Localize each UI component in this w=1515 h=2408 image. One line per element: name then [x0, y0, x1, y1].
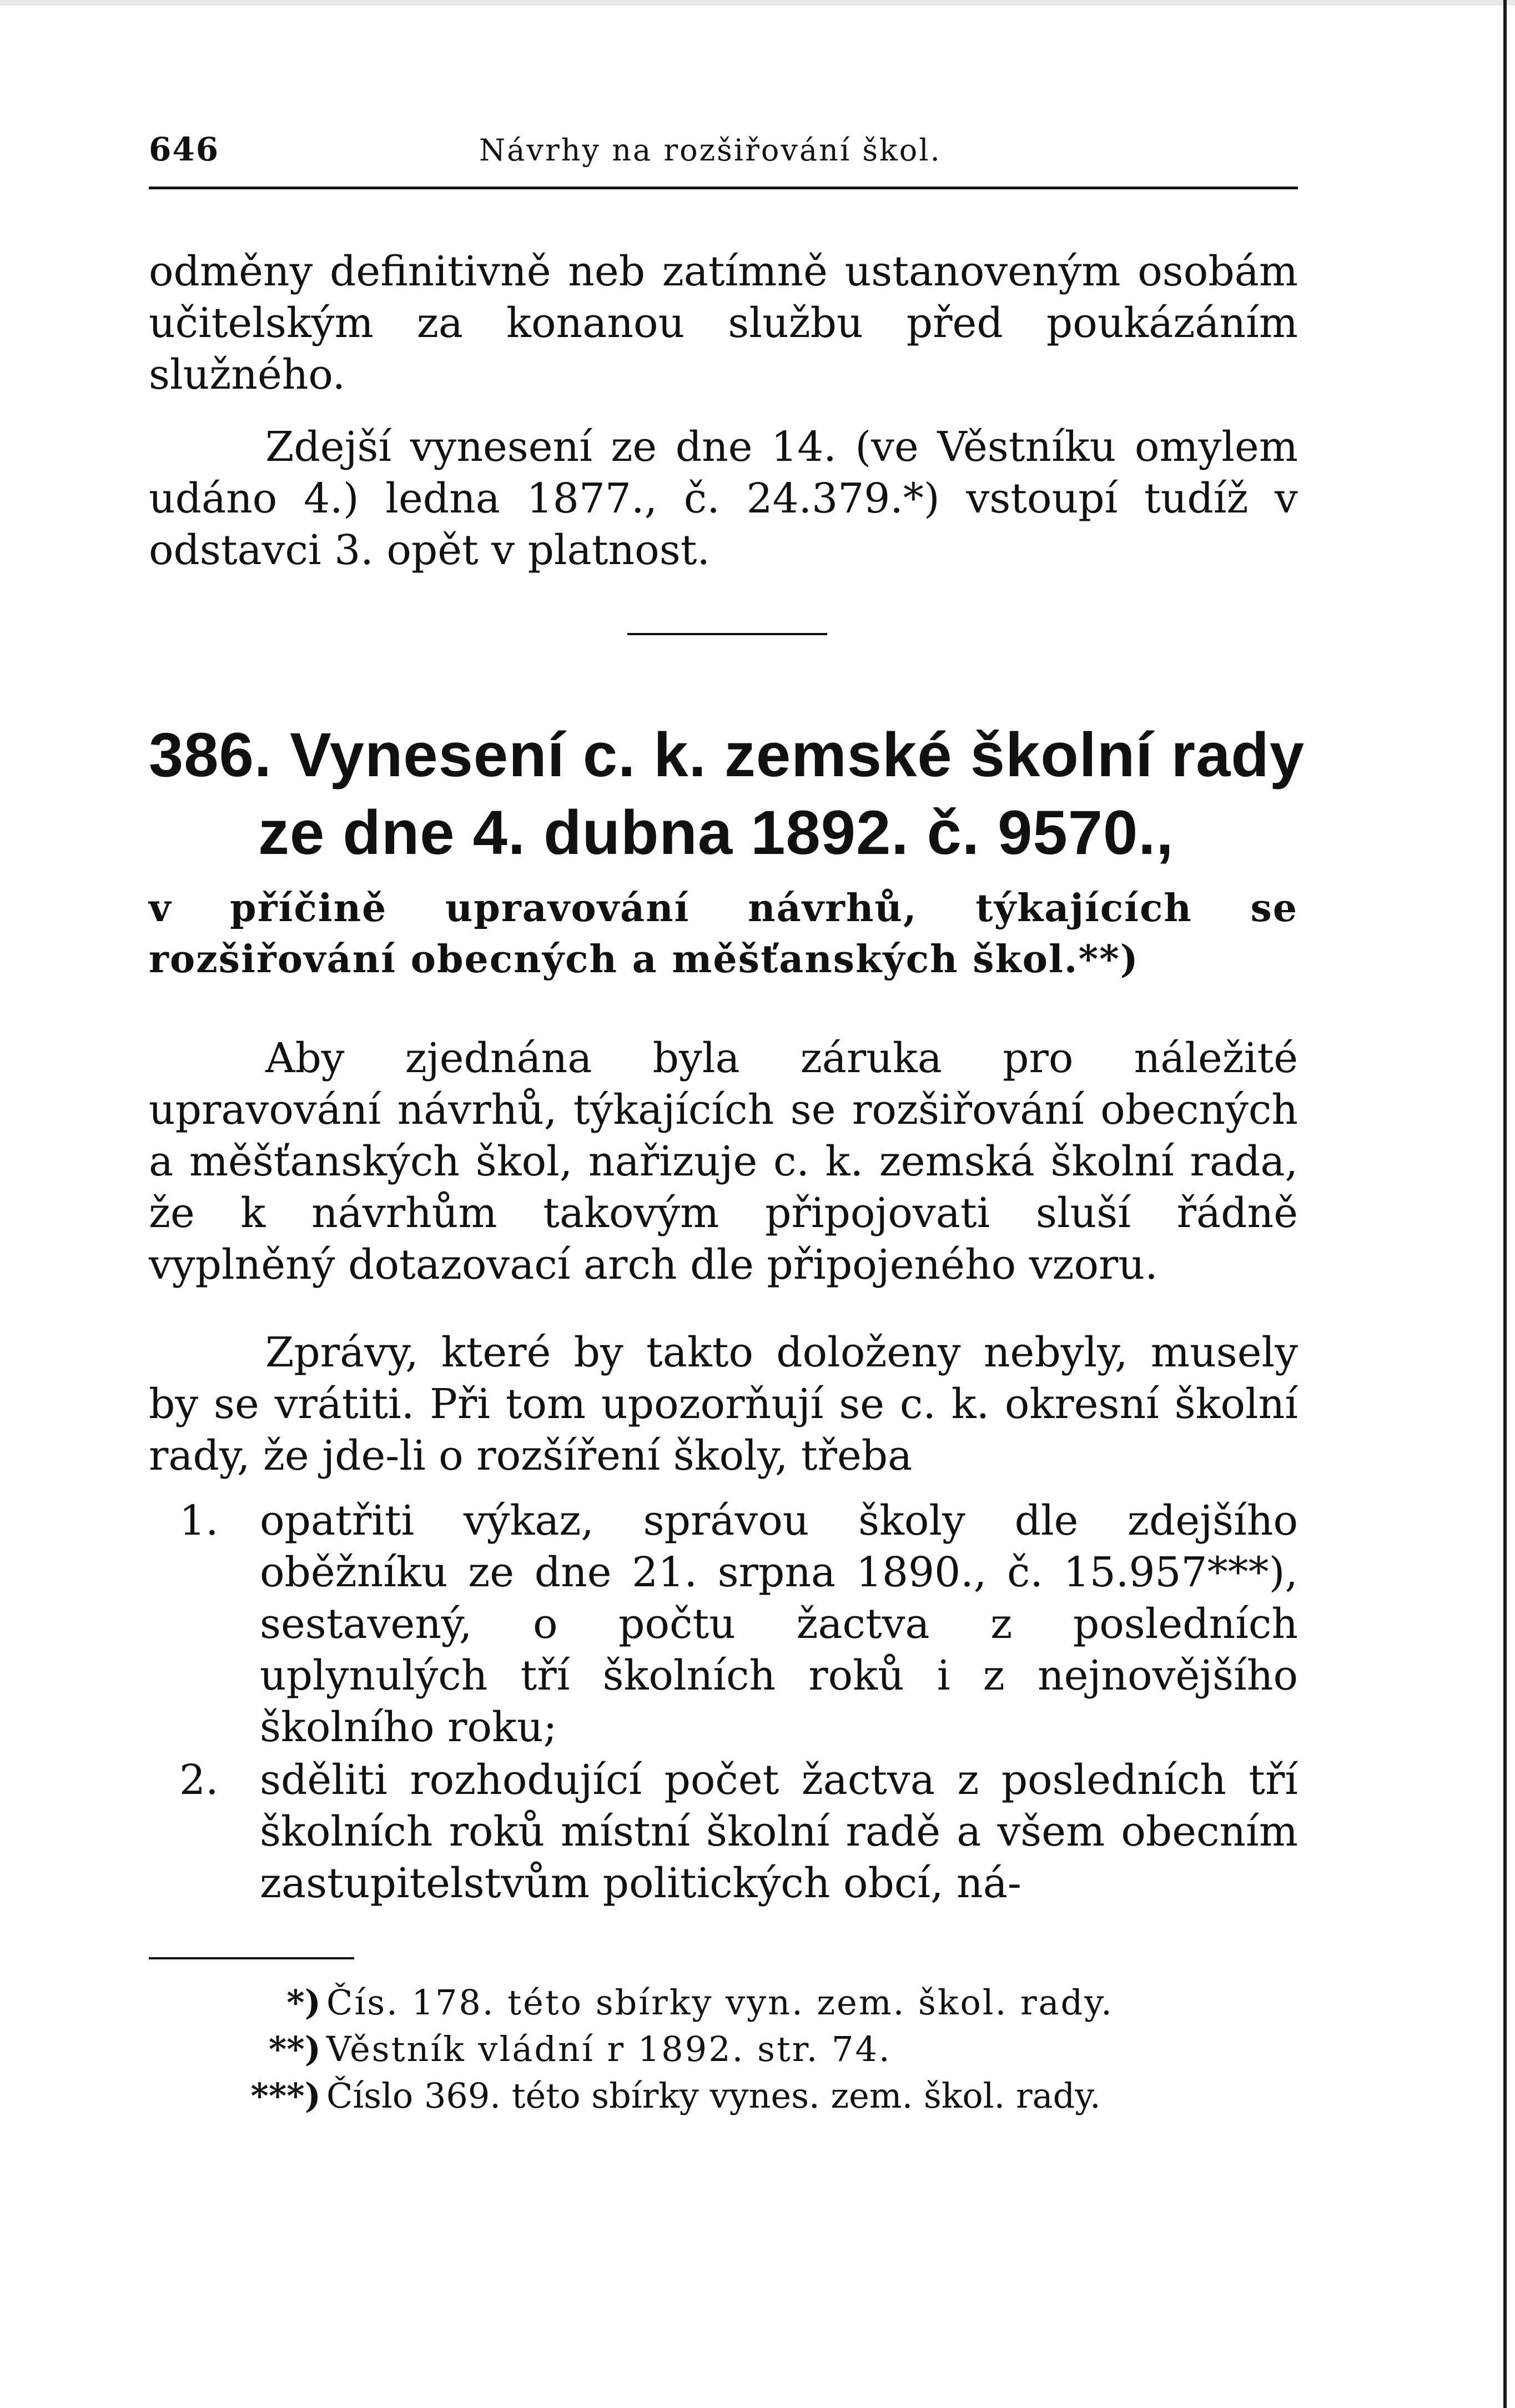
- footnote: [149, 2026, 1298, 2073]
- section-heading-line-1: 386. Vynesení c. k. zemské školní rady: [149, 720, 1305, 790]
- page-top-edge: [0, 0, 1515, 6]
- list-item-number: 1.: [179, 1497, 219, 1545]
- paragraph-reports: Zprávy, které by takto doloženy nebyly, musely by se vrátiti. Při tom upozorňují se c. k. okresní školní rady, že jde-li o rozšíření školy, třeba: [149, 1329, 1298, 1480]
- list-item-text: sděliti rozhodující počet žactva z posledních tří školních roků místní školní radě a všem obecním zastupitelstvům politických obcí, ná-: [260, 1756, 1298, 1907]
- footnote-text: Věstník vládní r 1892. str. 74.: [326, 2029, 892, 2069]
- list-item-number: 2.: [179, 1756, 219, 1804]
- footnote-mark: *): [286, 1982, 321, 2023]
- running-title: Návrhy na rozšiřování škol.: [479, 133, 942, 168]
- header-rule: [149, 187, 1298, 189]
- section-subheading: v příčině upravování návrhů, týkajících se rozšiřování obecných a měšťanských škol.**): [149, 886, 1298, 982]
- page-number: 646: [149, 130, 220, 168]
- numbered-list-item-1: [149, 1495, 1298, 1753]
- footnote: [149, 1979, 1298, 2026]
- paragraph-guarantee: Aby zjednána byla záruka pro náležité upravování návrhů, týkajících se rozšiřování obecných a měšťanských škol, nařizuje c. k. zemská školní rada, že k návrhům takovým připojovati sluší řádně vyplněný dotazovací arch dle připojeného vzoru.: [149, 1034, 1298, 1289]
- section-heading-line-2: ze dne 4. dubna 1892. č. 9570.,: [258, 798, 1174, 867]
- section-divider: [627, 633, 827, 635]
- footnote-rule: [149, 1957, 354, 1959]
- numbered-list-item-2: [149, 1755, 1298, 1909]
- footnote: [149, 2073, 1298, 2119]
- footnote-text: Číslo 369. této sbírky vynes. zem. škol. rady.: [326, 2075, 1101, 2116]
- page-header: [149, 130, 1298, 180]
- page-right-edge: [1503, 0, 1507, 2408]
- list-item: [149, 1755, 1298, 1909]
- footnote-text: Čís. 178. této sbírky vyn. zem. škol. rady.: [326, 1982, 1114, 2023]
- footnote-mark: **): [268, 2029, 321, 2069]
- list-item-text: opatřiti výkaz, správou školy dle zdejšího oběžníku ze dne 21. srpna 1890., č. 15.957***), sestavený, o počtu žactva z posledních uplynulých tří školních roků i z nejnovějšího školního roku;: [260, 1497, 1298, 1751]
- footnote-mark: ***): [250, 2075, 321, 2116]
- paragraph-decree-reference: Zdejší vynesení ze dne 14. (ve Věstníku omylem udáno 4.) ledna 1877., č. 24.379.*) vstoupí tudíž v odstavci 3. opět v platnost.: [149, 423, 1298, 574]
- footnotes: [149, 1979, 1298, 2119]
- paragraph-continued: odměny definitivně neb zatímně ustanoveným osobám učitelským za konanou službu před poukázáním služného.: [149, 248, 1298, 399]
- list-item: [149, 1495, 1298, 1753]
